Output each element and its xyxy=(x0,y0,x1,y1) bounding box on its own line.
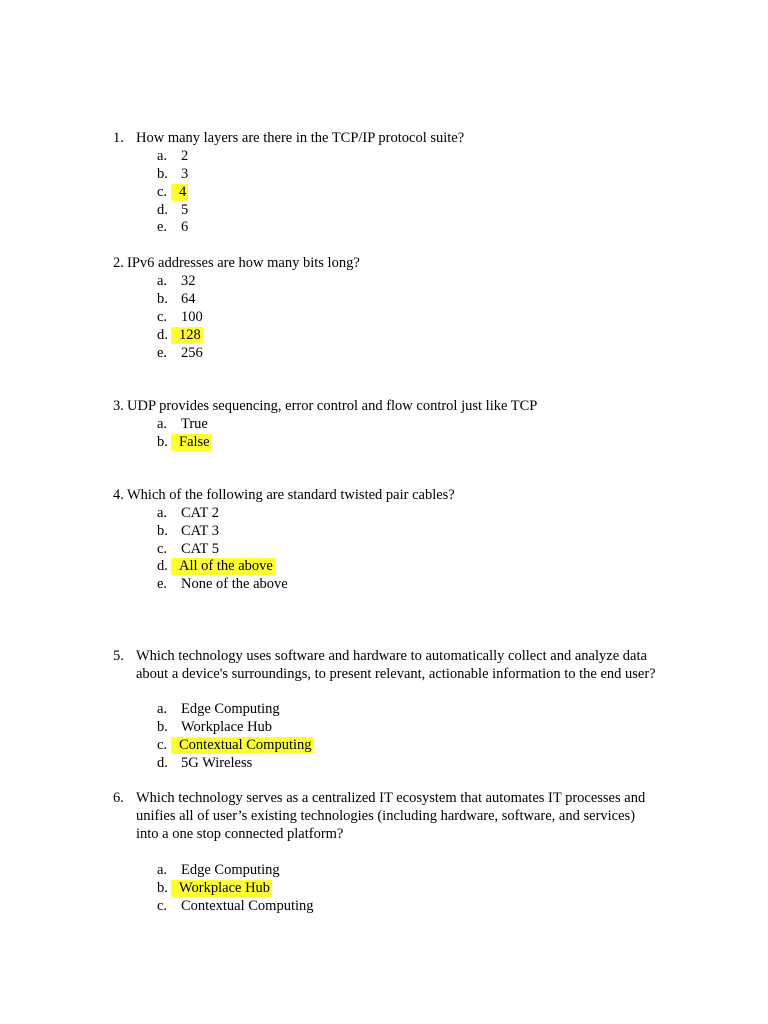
option-letter: c. xyxy=(157,898,168,914)
option-letter: b. xyxy=(157,291,168,307)
question-2-number: 2. xyxy=(113,255,124,271)
question-6-text-line-3: into a one stop connected platform? xyxy=(136,826,344,842)
option-letter: a. xyxy=(157,273,168,289)
option-letter: d. xyxy=(157,327,168,343)
option-letter: a. xyxy=(157,862,168,878)
option-letter: a. xyxy=(157,505,168,521)
option-text-highlighted: 128 xyxy=(171,327,203,344)
option-letter: a. xyxy=(157,416,168,432)
question-3-text: UDP provides sequencing, error control and flow control just like TCP xyxy=(127,398,538,414)
option-text: 5G Wireless xyxy=(181,755,253,771)
question-1-text: How many layers are there in the TCP/IP protocol suite? xyxy=(136,130,465,146)
question-6-text-line-1: Which technology serves as a centralized IT ecosystem that automates IT processes and xyxy=(136,790,646,806)
option-letter: d. xyxy=(157,558,168,574)
option-letter: c. xyxy=(157,737,168,753)
option-letter: b. xyxy=(157,434,168,450)
option-text: Workplace Hub xyxy=(181,719,273,735)
question-3-number: 3. xyxy=(113,398,124,414)
question-5-number: 5. xyxy=(113,648,124,664)
option-letter: a. xyxy=(157,148,168,164)
option-text: 32 xyxy=(181,273,196,289)
option-letter: b. xyxy=(157,880,168,896)
option-letter: d. xyxy=(157,755,168,771)
option-text: 64 xyxy=(181,291,196,307)
option-letter: b. xyxy=(157,166,168,182)
option-text: 6 xyxy=(181,219,189,235)
option-letter: c. xyxy=(157,309,168,325)
question-6-text-line-2: unifies all of user’s existing technologies (including hardware, software, and services) xyxy=(136,808,636,824)
option-letter: c. xyxy=(157,184,168,200)
option-text: CAT 3 xyxy=(181,523,220,539)
option-text: True xyxy=(181,416,208,432)
question-5-text-line-1: Which technology uses software and hardware to automatically collect and analyze data xyxy=(136,648,647,664)
option-text: 3 xyxy=(181,166,189,182)
option-text: Edge Computing xyxy=(181,862,280,878)
option-text-highlighted: 4 xyxy=(171,184,188,201)
option-text-highlighted: Workplace Hub xyxy=(171,880,272,897)
question-1-number: 1. xyxy=(113,130,124,146)
option-text: CAT 5 xyxy=(181,541,220,557)
option-letter: b. xyxy=(157,523,168,539)
option-text: 256 xyxy=(181,345,203,361)
option-letter: c. xyxy=(157,541,168,557)
option-text: Contextual Computing xyxy=(181,898,314,914)
question-5-text-line-2: about a device's surroundings, to present relevant, actionable information to the end user? xyxy=(136,666,656,682)
option-text-highlighted: False xyxy=(171,434,212,451)
option-text: Edge Computing xyxy=(181,701,280,717)
option-text-highlighted: All of the above xyxy=(171,558,275,575)
question-6-number: 6. xyxy=(113,790,124,806)
option-letter: a. xyxy=(157,701,168,717)
option-text: 5 xyxy=(181,202,189,218)
option-letter: e. xyxy=(157,345,168,361)
question-4-number: 4. xyxy=(113,487,124,503)
option-text: CAT 2 xyxy=(181,505,220,521)
option-letter: e. xyxy=(157,576,168,592)
option-text: 2 xyxy=(181,148,189,164)
question-2-text: IPv6 addresses are how many bits long? xyxy=(127,255,360,271)
option-text-highlighted: Contextual Computing xyxy=(171,737,314,754)
option-letter: d. xyxy=(157,202,168,218)
option-letter: e. xyxy=(157,219,168,235)
option-letter: b. xyxy=(157,719,168,735)
option-text: None of the above xyxy=(181,576,288,592)
question-4-text: Which of the following are standard twisted pair cables? xyxy=(127,487,455,503)
option-text: 100 xyxy=(181,309,203,325)
